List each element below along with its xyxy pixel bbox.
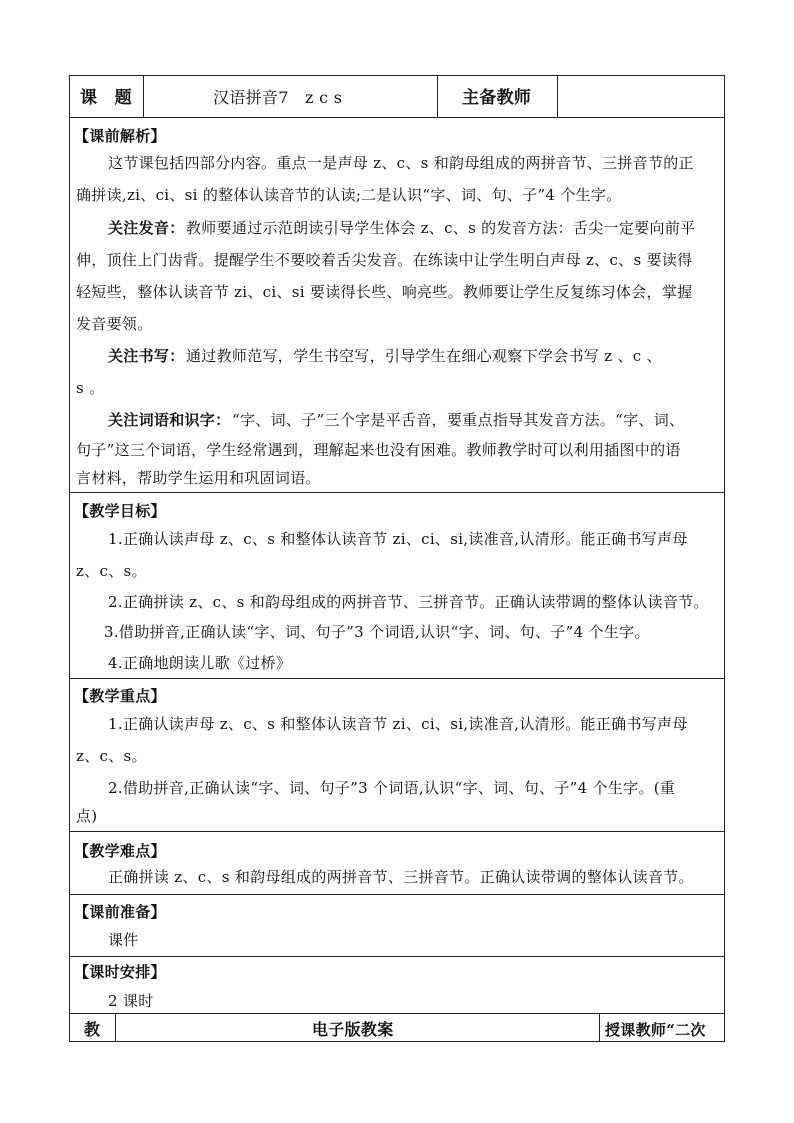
goal-4: 4.正确地朗读儿歌《过桥》: [108, 654, 292, 672]
analysis-p4-line2: 句子”这三个词语，学生经常遇到，理解起来也没有困难。教师教学时可以利用插图中的语: [76, 441, 681, 459]
prep-item: 课件: [108, 931, 139, 949]
footer-col2: 电子版教案: [312, 1020, 394, 1039]
difficulty-text: 正确拼读 z、c、s 和韵母组成的两拼音节、三拼音节。正确认读带调的整体认读音节。: [108, 868, 694, 886]
analysis-p2-line4: 发音要领。: [76, 315, 153, 333]
schedule-item: 2 课时: [108, 992, 154, 1010]
goal-3: 3.借助拼音,正确认读“字、词、句子”3 个词语,认识“字、词、句、子”4 个生字。: [104, 623, 650, 641]
keypoint-1-line1: 1.正确认读声母 z、c、s 和整体认读音节 zi、ci、si,读准音,认清形。能正确书写声母: [108, 715, 688, 733]
footer-divider-1: [115, 1013, 116, 1042]
difficulty-title: 【教学难点】: [74, 842, 166, 860]
analysis-p4-line1: “字、词、子”三个字是平舌音，要重点指导其发音方法。“字、词、: [232, 411, 685, 429]
footer-divider-2: [599, 1013, 600, 1042]
header-divider-3: [557, 76, 558, 117]
divider-schedule: [70, 1013, 724, 1014]
goals-title: 【教学目标】: [74, 502, 166, 520]
topic-label: 课 题: [80, 88, 132, 108]
header-divider-1: [143, 76, 144, 117]
footer-col1: 教: [84, 1020, 101, 1039]
divider-keypoints: [70, 831, 724, 832]
analysis-p2-line2: 伸，顶住上门齿背。提醒学生不要咬着舌尖发音。在练读中让学生明白声母 z、c、s 要读得: [76, 251, 693, 269]
divider-goals: [70, 678, 724, 679]
divider-header: [70, 117, 724, 118]
topic-value: 汉语拼音7 z c s: [213, 88, 343, 107]
schedule-title: 【课时安排】: [74, 963, 166, 981]
divider-analysis: [70, 492, 724, 493]
goal-1-line2: z、c、s。: [76, 562, 147, 580]
analysis-p1-line2: 确拼读,zi、ci、si 的整体认读音节的认读;二是认识“字、词、句、子”4 个生字。: [76, 186, 622, 204]
analysis-p2-line1: 教师要通过示范朗读引导学生体会 z、c、s 的发音方法：舌尖一定要向前平: [186, 219, 696, 237]
teacher-label: 主备教师: [462, 88, 532, 108]
analysis-p2-label: 关注发音：: [108, 219, 185, 237]
analysis-p4-line3: 言材料，帮助学生运用和巩固词语。: [76, 469, 321, 487]
analysis-p4-label: 关注词语和识字：: [108, 411, 231, 429]
analysis-p3-label: 关注书写：: [108, 347, 185, 365]
footer-col3: 授课教师“二次: [605, 1021, 706, 1039]
analysis-p3-line2: s 。: [76, 379, 105, 397]
goal-1-line1: 1.正确认读声母 z、c、s 和整体认读音节 zi、ci、si,读准音,认清形。能正确书写声母: [108, 530, 688, 548]
divider-prep: [70, 956, 724, 957]
keypoint-1-line2: z、c、s。: [76, 747, 147, 765]
prep-title: 【课前准备】: [74, 903, 166, 921]
divider-difficulty: [70, 894, 724, 895]
goal-2: 2.正确拼读 z、c、s 和韵母组成的两拼音节、三拼音节。正确认读带调的整体认读音节。: [108, 593, 709, 611]
keypoints-title: 【教学重点】: [74, 687, 166, 705]
keypoint-2-line1: 2.借助拼音,正确认读“字、词、句子”3 个词语,认识“字、词、句、子”4 个生字。(重: [108, 779, 676, 797]
header-divider-2: [437, 76, 438, 117]
lesson-plan-table: [69, 75, 725, 1042]
analysis-p3-line1: 通过教师范写，学生书空写，引导学生在细心观察下学会书写 z 、c 、: [186, 347, 662, 365]
keypoint-2-line2: 点): [76, 807, 98, 825]
analysis-p1-line1: 这节课包括四部分内容。重点一是声母 z、c、s 和韵母组成的两拼音节、三拼音节的正: [108, 154, 694, 172]
analysis-title: 【课前解析】: [74, 127, 166, 145]
analysis-p2-line3: 轻短些，整体认读音节 zi、ci、si 要读得长些、响亮些。教师要让学生反复练习体会，掌握: [76, 283, 693, 301]
